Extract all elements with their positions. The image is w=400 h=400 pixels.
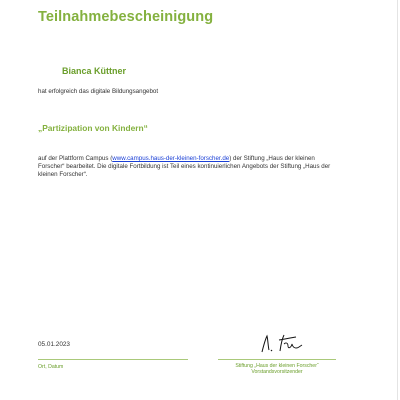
participant-name: Bianca Küttner — [62, 66, 127, 76]
signatory-organization: Stiftung „Haus der kleinen Forscher“ — [235, 363, 319, 369]
course-title: „Partizipation von Kindern“ — [38, 123, 148, 133]
signatory-signature-line — [218, 359, 336, 360]
description-paragraph — [38, 155, 338, 180]
campus-link[interactable]: www.campus.haus-der-kleinen-forscher.de — [112, 155, 230, 162]
date-signature-line — [38, 359, 188, 360]
paragraph-suffix: ) der Stiftung „Haus der kleinen Forscher“ bearbeitet. Die digitale Fortbildung ist Teil eines kontinuierlichen Angebots der Stiftung „Haus der kleinen Forscher“. — [38, 155, 331, 179]
signatory-block — [222, 363, 332, 375]
place-date-label: Ort, Datum — [38, 364, 64, 370]
completion-text: hat erfolgreich das digitale Bildungsangebot — [38, 88, 159, 95]
signature-image — [258, 330, 308, 356]
issue-date: 05.01.2023 — [38, 341, 70, 348]
paragraph-prefix: auf der Plattform Campus ( — [38, 155, 113, 162]
certificate-title: Teilnahmebescheinigung — [38, 9, 214, 25]
signatory-role: Vorstandsvorsitzender — [251, 369, 303, 376]
page-edge-divider — [397, 0, 398, 400]
